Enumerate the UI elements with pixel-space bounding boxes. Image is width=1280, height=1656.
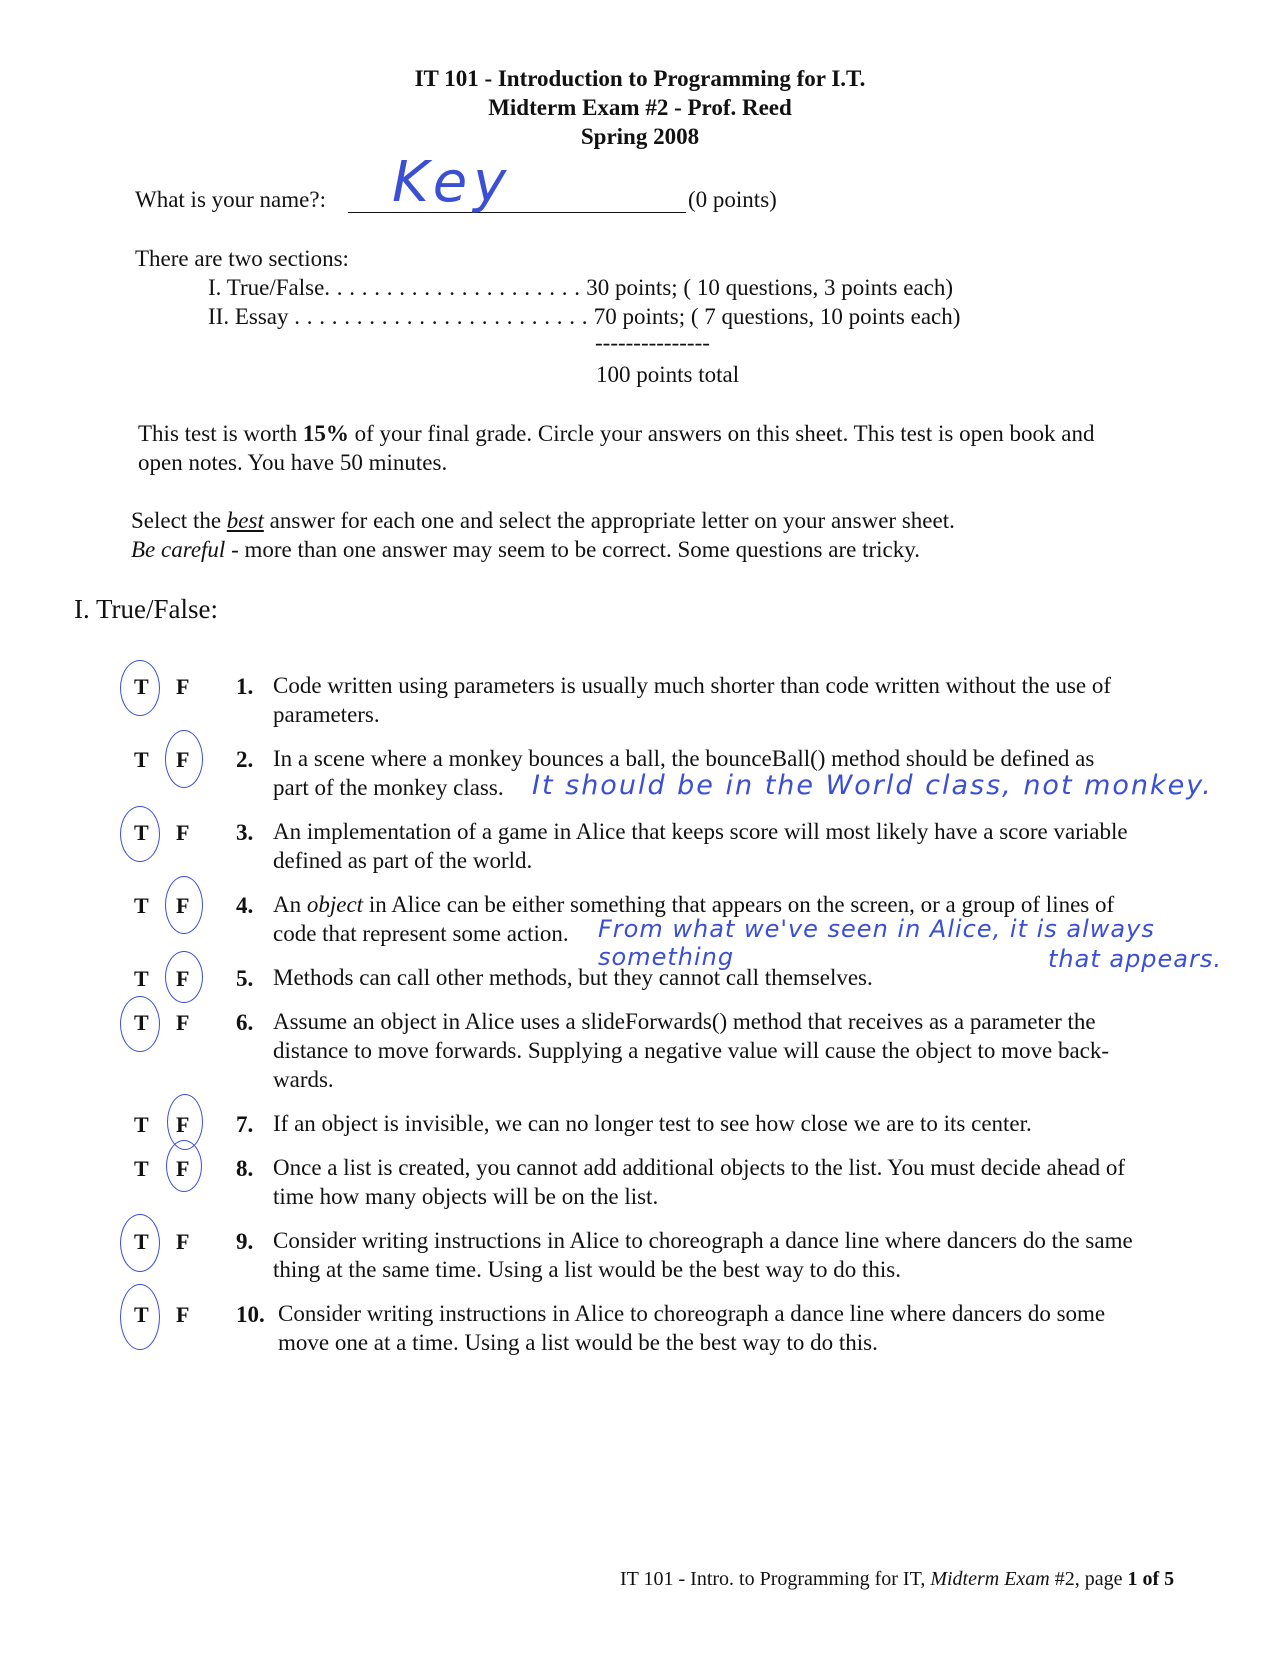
option-true[interactable]: T xyxy=(134,1112,149,1137)
section-dots: . . . . . . . . . . . . . . . . . . . . . xyxy=(324,275,581,300)
question-number: 7. xyxy=(236,1112,254,1137)
section-title: I. True/False: xyxy=(74,594,219,624)
question-number: 6. xyxy=(236,1010,254,1035)
answer-circle xyxy=(165,951,203,1003)
section-points: 30 points; ( 10 questions, 3 points each) xyxy=(586,275,953,300)
question-line: Consider writing instructions in Alice to choreograph a dance line where dancers do the same xyxy=(273,1228,1133,1253)
question-line: in Alice can be either something that appears on the screen, or a group of lines of xyxy=(368,892,1115,917)
answer-circle xyxy=(120,1214,160,1272)
question-line: move one at a time. Using a list would be the best way to do this. xyxy=(278,1330,878,1355)
footer-page-number: 1 of 5 xyxy=(1127,1568,1175,1590)
question-line: defined as part of the world. xyxy=(273,848,533,873)
option-true[interactable]: T xyxy=(134,966,149,991)
question-line: An implementation of a game in Alice that keeps score will most likely have a score variable xyxy=(273,819,1128,844)
option-true[interactable]: T xyxy=(134,893,149,918)
question-number: 1. xyxy=(236,674,254,699)
careful-post: - more than one answer may seem to be correct. Some questions are tricky. xyxy=(231,537,920,562)
question-text xyxy=(278,1299,1105,1357)
answer-circle xyxy=(120,1284,160,1350)
answer-circle xyxy=(165,730,203,788)
instructions-careful xyxy=(131,537,920,563)
question-number: 10. xyxy=(236,1302,265,1327)
option-true[interactable]: T xyxy=(134,1229,149,1254)
section-points: 70 points; ( 7 questions, 10 points each) xyxy=(593,304,961,329)
question-text xyxy=(273,1007,1109,1094)
question-number: 8. xyxy=(236,1156,254,1181)
name-points: (0 points) xyxy=(688,187,777,212)
option-true[interactable]: T xyxy=(134,1302,149,1327)
worth-post: of your final grade. Circle your answers on this sheet. This test is open book and xyxy=(354,421,1095,446)
question-line: wards. xyxy=(273,1067,334,1092)
question-line: distance to move forwards. Supplying a negative value will cause the object to move back- xyxy=(273,1038,1110,1063)
question-line: If an object is invisible, we can no longer test to see how close we are to its center. xyxy=(273,1111,1032,1136)
handwritten-note: It should be in the World class, not monkey. xyxy=(532,770,1213,801)
question-number: 5. xyxy=(236,966,254,991)
option-false[interactable]: F xyxy=(176,966,190,991)
option-false[interactable]: F xyxy=(176,1156,190,1181)
question-line: Methods can call other methods, but they cannot call themselves. xyxy=(273,965,873,990)
instructions-worth-line2: open notes. You have 50 minutes. xyxy=(138,450,448,475)
footer-italic: Midterm Exam xyxy=(930,1568,1050,1590)
instructions-worth xyxy=(138,421,1095,447)
handwritten-note: From what we've seen in Alice, it is always something xyxy=(598,915,1155,971)
page-footer xyxy=(620,1568,1174,1591)
question-line: code that represent some action. xyxy=(273,921,569,946)
option-true[interactable]: T xyxy=(134,820,149,845)
answer-circle xyxy=(120,660,160,716)
sections-intro: There are two sections: xyxy=(135,246,349,271)
question-italic: object xyxy=(306,892,364,917)
section-dots: . . . . . . . . . . . . . . . . . . . . . . . . xyxy=(294,304,588,329)
section-row-truefalse xyxy=(208,275,953,301)
option-false[interactable]: F xyxy=(176,674,190,699)
sections-total: 100 points total xyxy=(596,362,740,387)
worth-percent: 15% xyxy=(302,421,349,446)
name-handwritten: Key xyxy=(392,150,513,215)
exam-title-line1: IT 101 - Introduction to Programming for I.T. xyxy=(414,66,866,91)
question-line-pre: An xyxy=(273,892,302,917)
section-row-essay xyxy=(208,304,960,330)
question-text xyxy=(273,963,873,992)
question-number: 4. xyxy=(236,893,254,918)
question-text xyxy=(273,1109,1032,1138)
careful-italic: Be careful xyxy=(131,537,226,562)
question-line: Consider writing instructions in Alice to choreograph a dance line where dancers do some xyxy=(278,1301,1106,1326)
question-line: part of the monkey class. xyxy=(273,775,504,800)
exam-title-line2: Midterm Exam #2 - Prof. Reed xyxy=(488,95,792,120)
section-label: II. Essay xyxy=(208,304,289,329)
option-false[interactable]: F xyxy=(176,1010,190,1035)
question-line: Once a list is created, you cannot add additional objects to the list. You must decide ahead of xyxy=(273,1155,1126,1180)
option-true[interactable]: T xyxy=(134,747,149,772)
option-true[interactable]: T xyxy=(134,1010,149,1035)
question-line: parameters. xyxy=(273,702,380,727)
option-false[interactable]: F xyxy=(176,1302,190,1327)
question-number: 3. xyxy=(236,820,254,845)
answer-circle xyxy=(165,876,203,934)
handwritten-note: that appears. xyxy=(1048,945,1223,973)
exam-title-line3: Spring 2008 xyxy=(580,124,700,149)
question-number: 2. xyxy=(236,747,254,772)
answer-circle xyxy=(120,806,160,862)
select-best: best xyxy=(226,508,264,533)
select-pre: Select the xyxy=(131,508,222,533)
question-text xyxy=(273,1226,1133,1284)
option-true[interactable]: T xyxy=(134,674,149,699)
option-true[interactable]: T xyxy=(134,1156,149,1181)
question-line: Assume an object in Alice uses a slideForwards() method that receives as a parameter the xyxy=(273,1009,1096,1034)
select-post: answer for each one and select the appropriate letter on your answer sheet. xyxy=(269,508,955,533)
worth-pre: This test is worth xyxy=(138,421,298,446)
question-text xyxy=(273,1153,1125,1211)
option-false[interactable]: F xyxy=(176,747,190,772)
option-false[interactable]: F xyxy=(176,1112,190,1137)
question-line: Code written using parameters is usually much shorter than code written without the use of xyxy=(273,673,1112,698)
sections-separator: --------------- xyxy=(595,330,710,355)
option-false[interactable]: F xyxy=(176,1229,190,1254)
question-text xyxy=(273,817,1128,875)
question-line: In a scene where a monkey bounces a ball, the bounceBall() method should be defined as xyxy=(273,746,1095,771)
instructions-select xyxy=(131,508,955,534)
question-number: 9. xyxy=(236,1229,254,1254)
question-line: time how many objects will be on the list. xyxy=(273,1184,659,1209)
option-false[interactable]: F xyxy=(176,893,190,918)
option-false[interactable]: F xyxy=(176,820,190,845)
answer-circle xyxy=(166,1140,202,1192)
question-line: thing at the same time. Using a list would be the best way to do this. xyxy=(273,1257,901,1282)
name-label: What is your name?: xyxy=(135,187,326,212)
footer-mid: #2, page xyxy=(1054,1568,1123,1590)
footer-pre: IT 101 - Intro. to Programming for IT, xyxy=(620,1568,926,1590)
answer-circle xyxy=(120,996,160,1052)
section-label: I. True/False xyxy=(208,275,325,300)
question-text xyxy=(273,671,1111,729)
